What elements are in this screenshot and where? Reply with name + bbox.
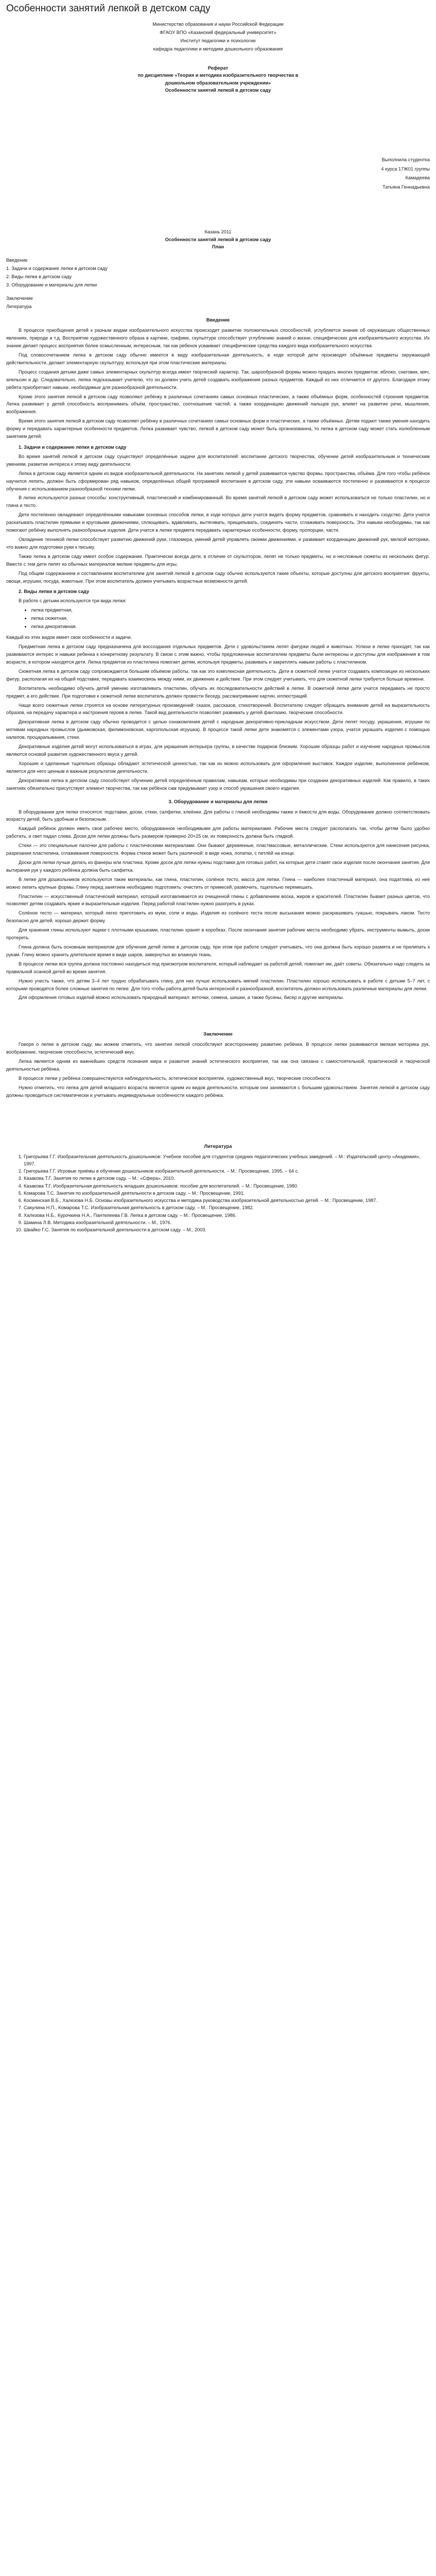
paragraph: Декоративные изделия детей могут использоваться в играх, для украшения интерьера группы, в качестве подарков близким. Хорошие образцы работ и изучение народных промыслов являются основой развития художественного вкуса у детей. [6, 744, 430, 757]
section-3 [6, 799, 430, 1002]
document-title: Особенности занятий лепкой в детском саду [6, 3, 211, 14]
plan-item: 1. Задачи и содержание лепки в детском саду [6, 265, 108, 271]
topic-repeat: Особенности занятий лепкой в детском саду [165, 237, 271, 243]
paragraph: Доски для лепки лучше делать из фанеры или пластика. Кроме досок для лепки нужны подставки для готовых работ, на которые дети ставят свои изделия после окончания занятия. Для вытирания рук у каждого ребёнка должна быть салфетка. [6, 859, 430, 873]
paragraph: Глина должна быть основным материалом для обучения детей лепке в детском саду, при этом при работе следует учитывать, что она должна быть хорошо размята и не прилипать к рукам. Глину можно хранить длительное время в виде шаров, завернутых во влажную ткань. [6, 944, 430, 957]
author-name: Татьяна Геннадьевна [382, 184, 430, 190]
paragraph: Пластилин — искусственный пластический материал, который изготавливается из очищенной глины с добавлением воска, жиров и красителей. Пластилин бывает разных цветов, что позволяет детям создавать яркие и выразительные изделия. Перед работой пластилин нужно разогреть в руках. [6, 893, 430, 907]
paragraph: Лепка в детском саду является одним из видов изобразительной деятельности. На занятиях лепкой у детей развивается чувство формы, пространства, объёма. Для того чтобы ребёнок научился лепить, должен быть сформирован ряд навыков, определённых общей программой воспитания в детском саду, эти навыки осваиваются постепенно и развиваются в процессе обучения с использованием разнообразной техники лепки. [6, 470, 430, 492]
paragraph: Говоря о лепке в детском саду, мы можем отметить, что занятия лепкой способствуют всестороннему развитию ребёнка. В процессе лепки развиваются мелкая моторика рук, воображение, творческие способности, эстетический вкус. [6, 1042, 430, 1055]
paragraph: Процесс создания детьми даже самых элементарных скульптур всегда имеет творческий характер. Так, шарообразной формы можно придать многих предметов: яблоко, снеговик, мяч, апельсин и др. Следовательно, лепка подсказывает учителю, что он должен учить детей создавать изображения разных предметов. Каждый из них отличается от другого. Благодаря этому ребята приобретают навыки, необходимые для разнообразной деятельности. [6, 369, 430, 390]
list-item: 7. Сакулина Н.П., Комарова Т.С. Изобразительная деятельность в детском саду. – М.: Просвещение, 1982. [24, 1204, 430, 1211]
plan-section [6, 243, 430, 311]
paragraph: В оборудовании для лепки относятся: подставки, доски, стеки, салфетки, клеёнки. Для работы с глиной необходимы также и ёмкости для воды. Оборудование должно соответствовать возрасту детей, быть удобным и безопасным. [6, 809, 430, 822]
paragraph: Под общим содержанием и составлением воспитателем для занятий лепкой в детском саду обычно используются такие объекты, которые доступны для детского восприятия: фрукты, овощи, игрушки, посуда, животные. При этом воспитатель должен учитывать возрастные возможности детей. [6, 570, 430, 584]
author-surname: Камадеева [405, 175, 430, 181]
paragraph: В лепке для дошкольников используются такие материалы, как глина, пластилин, солёное тесто, масса для лепки. Глина — наиболее пластичный материал, она податлива, из неё можно лепить крупные формы. Глину перед занятием необходимо подготовить: очистить от примесей, размочить, тщательно перемешать. [6, 876, 430, 890]
paragraph: Нужно отметить, что лепка для детей младшего возраста является одним из видов деятельности, которым они занимаются с большим удовольствием. Занятия лепкой в детском саду должны проводиться систематически и учитывать индивидуальные особенности каждого ребёнка. [6, 1084, 430, 1098]
paragraph: Чаще всего сюжетные лепки строятся на основе литературных произведений: сказок, рассказов, стихотворений. Воспитателю следует обращать внимание детей на выразительность образов, на передачу характера и настроения героев в лепке. Такой вид деятельности позволяет развивать у детей фантазию, творческие способности. [6, 702, 430, 716]
list-item: 4. Казакова Т.Г. Изобразительная деятельность младших дошкольников: пособие для воспитателей. – М.: Просвещение, 1980. [24, 1182, 430, 1190]
institute-line: Институт педагогики и психологии [180, 38, 256, 43]
author-role: Выполнила студентка [381, 157, 430, 163]
list-item: • лепка сюжетная, [31, 615, 430, 623]
list-item: 8. Халезова Н.Б., Курочкина Н.А., Пантелеева Г.В. Лепка в детском саду. – М.: Просвещение, 1986. [24, 1212, 430, 1219]
paragraph: Воспитатель необходимо обучать детей умению изготавливать пластилин, обучать их последовательности действий в лепке. В сюжетной лепке дети учатся передавать не просто предмет, а его действие. При подготовке к сюжетной лепке воспитатель должен провести беседу, рассматривание картин, иллюстраций. [6, 685, 430, 699]
paragraph: Хорошие и сделанные тщательно образцы обладают эстетической ценностью, так как их можно использовать для оформления выставок. Каждое изделие, выполненное ребёнком, является для него ценным и важным результатом деятельности. [6, 760, 430, 774]
list-item: 9. Шамина Л.В. Методика изобразительной деятельности. – М., 1976. [24, 1219, 430, 1226]
author-group: 4 курса 17Ж01 группы [381, 166, 430, 172]
topic-line: Особенности занятий лепкой в детском саду [165, 87, 271, 93]
section-1 [6, 445, 430, 585]
title-page [6, 20, 430, 244]
paragraph: Декоративная лепка в детском саду способствует обучению детей определённым правилам, навыкам, которые необходимы при создании декоративных изделий. Как правило, в таких занятиях обязательно присутствует элемент творчества, так как ребёнок сам придумывает узор и способ украшения своего изделия. [6, 777, 430, 791]
paragraph: Под словосочетанием лепка в детском саду обычно имеется в виду изобразительная деятельность, в ходе которой дети производят объёмные предметы окружающей действительности, делают элементарную скульптуру, используя при этом пластические материалы. [6, 352, 430, 365]
plan-item: 3. Оборудование и материалы для лепки [6, 282, 97, 287]
section-2 [6, 589, 430, 792]
document [0, 0, 436, 1233]
paragraph: Время этого занятия лепкой в детском саду позволяет ребёнку в различных сочетаниях самых основных форм и пластических, а также объёмных. Детям подают также умения находить форму и передавать характерные особенности предметов. Лепка развивает чувство, лепкой в детском саду может быть организованна, то лепка в детском саду может стать излюбленным занятием детей. [6, 418, 430, 439]
paragraph: Сюжетная лепка в детском саду сопровождается большим объёмом работы, так как это комплексная деятельность. Дети в сюжетной лепке учатся создавать композиции из нескольких фигур, располагая их на общей подставке, передавать взаимосвязь между ними, их движение и действие. При этом следует учитывать, что для сюжетной лепки требуется больше времени. [6, 668, 430, 682]
literature-section [6, 1143, 430, 1234]
paragraph: В процессе приобщения детей к разным видам изобразительного искусства происходит развитие положительных способностей, углубляется знание об окружающих общественных явлениях, природе и т.д. Восприятие художественного образа в картине, графике, скульптуре способствует углублению знаний о жизни, специфических для изобразительного искусства. Их знание делает процесс восприятия более осмысленным, интересным, так как ребенок усваивает специфические средства каждого вида изобразительного искусства. [6, 328, 430, 349]
plan-conclusion: Заключение [6, 296, 33, 301]
plan-item: 2. Виды лепки в детском саду [6, 274, 72, 279]
list-item: 10. Швайко Г.С. Занятия по изобразительной деятельности в детском саду. – М., 2003. [24, 1226, 430, 1233]
list-item: 2. Григорьева Г.Г. Игровые приёмы в обучении дошкольников изобразительной деятельности. – М.: Просвещение, 1995. – 64 с. [24, 1167, 430, 1175]
paragraph: Кроме этого занятия лепкой в детском саду позволяют ребёнку в различных сочетаниях самых основных пластических, а также объёмных форм, особенностей строения предметов. Лепка развивает у детей способность воспринимать объём, пространство, соотношение частей, а также координацию движений пальцев рук, влияет на развитие речи, мышления, воображения. [6, 394, 430, 415]
list-item: 5. Комарова Т.С. Занятия по изобразительной деятельности в детском саду. – М.: Просвещение, 1991. [24, 1190, 430, 1197]
section-2-heading: 2. Виды лепки в детском саду [19, 589, 90, 595]
literature-heading: Литература [204, 1143, 232, 1149]
list-item: • лепка предметная, [31, 606, 430, 615]
department-line: кафедра педагогики и методики дошкольного образования [153, 46, 283, 52]
introduction-section [6, 317, 430, 440]
ministry-line: Министерство образования и науки Российской Федерации [152, 21, 284, 27]
paragraph: Солёное тесто — материал, который легко приготовить из муки, соли и воды. Изделия из солёного теста после высыхания можно раскрашивать гуашью, покрывать лаком. Тесто безопасно для детей, хорошо держит форму. [6, 910, 430, 924]
paragraph: Лепка является одним из важнейших средств познания мира и развития знаний эстетического восприятия, так как она связана с самостоятельной, практической и творческой деятельностью ребёнка. [6, 1059, 430, 1072]
conclusion-heading: Заключение [203, 1031, 233, 1037]
paragraph: В процессе лепки вся группа должна постоянно находиться под присмотром воспитателя, который наблюдает за работой детей, помогает им, даёт советы. Обязательно надо следить за правильной осанкой детей во время занятия. [6, 961, 430, 974]
paragraph: Также лепка в детском саду имеет особое содержание. Практически всегда дети, в отличие от скульпторов, лепят не только предметы, но и несложные сюжеты из нескольких фигур. Вместе с тем дети лепят из обычных материалов мелкие предметы для игры. [6, 553, 430, 567]
list-item: • лепка декоративная. [31, 623, 430, 631]
paragraph: Дети постепенно овладевают определёнными навыками основных способов лепки, в ходе которых дети учатся видеть форму предметов, сравнивать и находить сходство. Дети учатся раскатывать пластилин прямыми и круговыми движениями, сплющивать, вдавливать, вытягивать, прищипывать, соединять части, сглаживать поверхность. Эти навыки необходимы, так как помогают ребёнку выполнять разнообразные изделия. Дети учатся в лепке предмета передавать характерные особенности, форму, пропорции, части. [6, 512, 430, 533]
city-year: Казань 2011 [204, 229, 232, 235]
list-item: 3. Казакова Т.Г. Занятия по лепке в детском саду. – М.: «Сфера», 2010. [24, 1175, 430, 1182]
paragraph: Каждый из этих видов имеет свои особенности и задачи. [6, 635, 132, 640]
university-line: ФГАОУ ВПО «Казанский федеральный университет» [160, 29, 276, 35]
paragraph: Для хранения глины используют ящики с плотными крышками, пластилин хранят в коробках. После окончания занятия рабочие места необходимо убрать, инструменты вымыть, доски протереть. [6, 927, 430, 941]
paragraph: Стеки — это специальные палочки для работы с пластическими материалами. Они бывают деревянные, пластмассовые, металлические. Стеки используются для нанесения рисунка, разрезания пластилина, сглаживания поверхности. Форма стеков может быть различной: в виде ножа, лопатки, с петлёй на конце. [6, 843, 430, 856]
section-1-heading: 1. Задачи и содержание лепки в детском саду [19, 444, 127, 450]
subject-line-1: по дисциплине «Теория и методика изобразительного творчества в [137, 73, 299, 78]
paragraph: Для оформления готовых изделий можно использовать природный материал: веточки, семена, шишки, а также бусины, бисер и другие материалы. [19, 995, 344, 1001]
paragraph: В процессе лепки у ребёнка совершенствуются наблюдательность, эстетическое восприятие, художественный вкус, творческие способности. [19, 1075, 332, 1081]
lepka-types-list [6, 606, 430, 631]
section-3-heading: 3. Оборудование и материалы для лепки [168, 798, 268, 804]
literature-list [6, 1153, 430, 1234]
list-item: 6. Косминская В.Б., Халезова Н.Б. Основы изобразительного искусства и методика руководства изобразительной деятельностью детей. – М.: Просвещение, 1987. [24, 1197, 430, 1204]
paragraph: Каждый ребёнок должен иметь своё рабочее место, оборудованное необходимыми для работы материалами. Рабочие места следует располагать так, чтобы детям было удобно работать, и свет падал слева. Доски для лепки должны быть размером примерно 20×25 см, их поверхность должна быть гладкой. [6, 826, 430, 839]
list-item: 1. Григорьева Г.Г. Изобразительная деятельность дошкольников: Учебное пособие для студентов средних педагогических учебных заведений. – М.: Издательский центр «Академия», 1997. [24, 1153, 430, 1168]
introduction-heading: Введение [206, 317, 230, 323]
paragraph: Во время занятий лепкой в детском саду существуют определённые задачи для воспитателей: воспитание детского творчества, обучение детей изобразительным и техническим умениям, развитие интереса к этому виду деятельности. [6, 453, 430, 467]
plan-intro: Введение [6, 257, 28, 263]
paragraph: Нужно учесть также, что детям 3–4 лет трудно обрабатывать глину, для них лучше использовать мягкий пластилин. Пластилин хорошо использовать в работе с детьми 5–7 лет, с которыми проводятся более сложные занятия по лепке. Для того чтобы работа детей была интересной и разнообразной, воспитатель должен использовать различные материалы для лепки. [6, 978, 430, 991]
paragraph: В работе с детьми используются три вида лепки: [19, 598, 127, 604]
paragraph: Овладение техникой лепки способствует развитию движений руки, глазомера, умений детей управлять своими движениями, и развивает координацию движений рук, мелкой моторики, что важно для подготовки руки к письму. [6, 537, 430, 550]
plan-heading: План [212, 244, 224, 250]
subject-line-2: дошкольном образовательном учреждении» [165, 80, 271, 86]
conclusion-section [6, 1031, 430, 1099]
paragraph: Декоративная лепка в детском саду обычно проводится с целью ознакомления детей с народным декоративно-прикладным искусством. Дети лепят посуду, украшения, игрушки по мотивам народных промыслов (дымковская, филимоновская, каргопольская игрушка). В процессе такой лепки дети знакомятся с элементами узора, учатся украшать изделия с помощью налепов, процарапывания, стеки. [6, 719, 430, 740]
paragraph: Предметная лепка в детском саду предназначена для воссоздания отдельных предметов. Дети с удовольствием лепят фигурки людей и животных. Успехи в лепке приходят, так как развиваются интерес и навыки ребенка к конкретному результату. В связи с этим важно, чтобы предложенные воспитателем предметы были интересны и доступны для изображения в том возрасте, в котором находятся дети. Лепка предметов из пластилина помогает детям, используя предметы, развивать и закреплять навыки работы с пластилином. [6, 644, 430, 665]
genre-line: Реферат [207, 65, 229, 71]
paragraph: В лепке используются разные способы: конструктивный, пластический и комбинированный. Во время занятий лепкой в детском саду может использоваться не только пластилин, но и глина и тесто. [6, 495, 430, 509]
plan-literature: Литература [6, 304, 32, 310]
